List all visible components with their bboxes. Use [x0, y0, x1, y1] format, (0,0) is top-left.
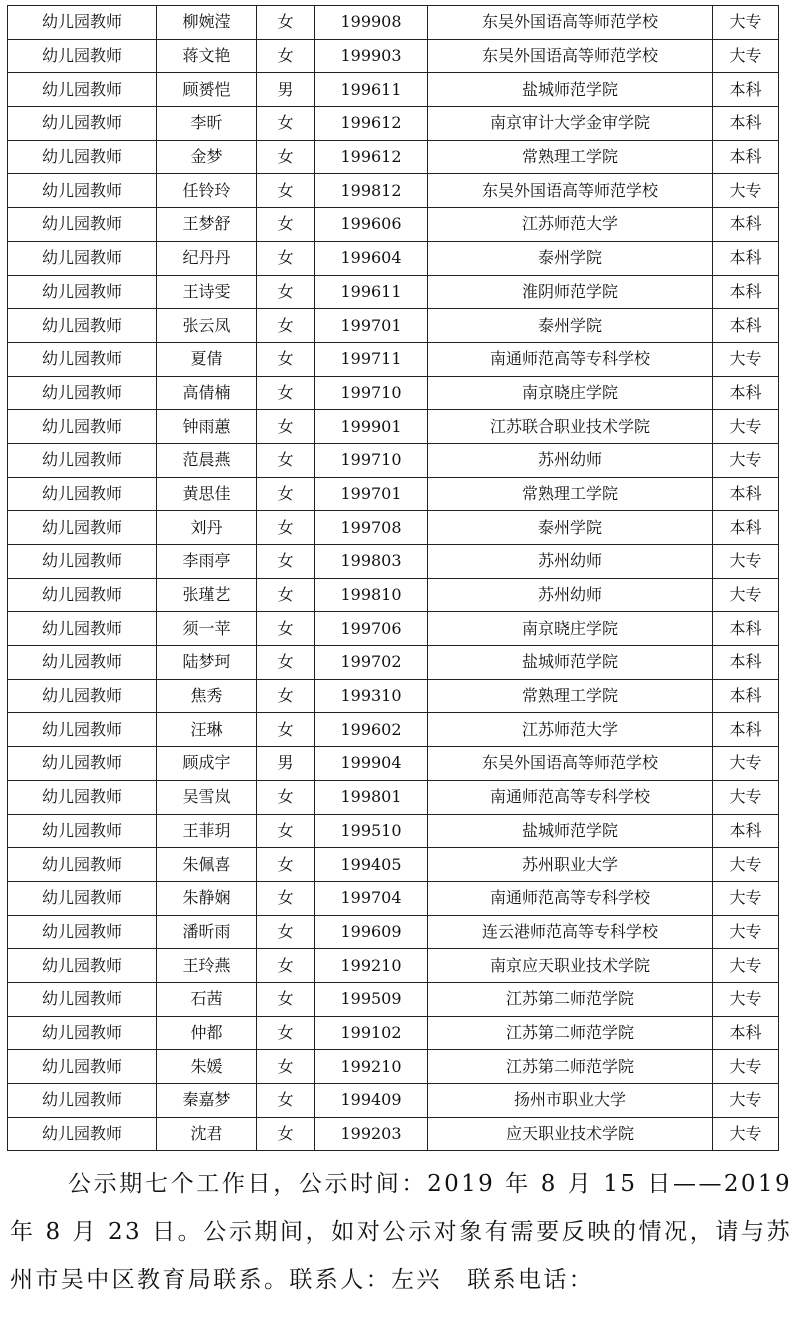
birth-date-cell: 199612	[315, 140, 428, 174]
school-cell: 泰州学院	[428, 309, 713, 343]
name-cell: 金梦	[157, 140, 257, 174]
gender-cell: 女	[257, 646, 315, 680]
education-cell: 本科	[713, 73, 779, 107]
position-cell: 幼儿园教师	[8, 679, 157, 713]
education-cell: 大专	[713, 39, 779, 73]
school-cell: 常熟理工学院	[428, 140, 713, 174]
birth-date-cell: 199509	[315, 982, 428, 1016]
gender-cell: 女	[257, 511, 315, 545]
gender-cell: 女	[257, 545, 315, 579]
education-cell: 大专	[713, 6, 779, 40]
table-row	[8, 881, 779, 915]
position-cell: 幼儿园教师	[8, 241, 157, 275]
name-cell: 石茜	[157, 982, 257, 1016]
education-cell: 大专	[713, 410, 779, 444]
name-cell: 顾赟恺	[157, 73, 257, 107]
birth-date-cell: 199710	[315, 376, 428, 410]
school-cell: 苏州职业大学	[428, 848, 713, 882]
gender-cell: 女	[257, 477, 315, 511]
birth-date-cell: 199611	[315, 73, 428, 107]
table-row	[8, 275, 779, 309]
name-cell: 汪琳	[157, 713, 257, 747]
name-cell: 蒋文艳	[157, 39, 257, 73]
table-row	[8, 443, 779, 477]
birth-date-cell: 199602	[315, 713, 428, 747]
gender-cell: 女	[257, 1117, 315, 1151]
position-cell: 幼儿园教师	[8, 713, 157, 747]
school-cell: 东吴外国语高等师范学校	[428, 747, 713, 781]
school-cell: 江苏师范大学	[428, 208, 713, 242]
school-cell: 江苏第二师范学院	[428, 982, 713, 1016]
school-cell: 江苏师范大学	[428, 713, 713, 747]
birth-date-cell: 199210	[315, 1050, 428, 1084]
school-cell: 江苏联合职业技术学院	[428, 410, 713, 444]
position-cell: 幼儿园教师	[8, 208, 157, 242]
position-cell: 幼儿园教师	[8, 511, 157, 545]
position-cell: 幼儿园教师	[8, 275, 157, 309]
education-cell: 大专	[713, 545, 779, 579]
gender-cell: 女	[257, 107, 315, 141]
birth-date-cell: 199701	[315, 309, 428, 343]
birth-date-cell: 199701	[315, 477, 428, 511]
gender-cell: 女	[257, 443, 315, 477]
school-cell: 东吴外国语高等师范学校	[428, 6, 713, 40]
education-cell: 大专	[713, 780, 779, 814]
name-cell: 李雨亭	[157, 545, 257, 579]
education-cell: 本科	[713, 646, 779, 680]
birth-date-cell: 199310	[315, 679, 428, 713]
position-cell: 幼儿园教师	[8, 780, 157, 814]
table-row	[8, 1084, 779, 1118]
position-cell: 幼儿园教师	[8, 410, 157, 444]
school-cell: 南京晓庄学院	[428, 612, 713, 646]
birth-date-cell: 199203	[315, 1117, 428, 1151]
name-cell: 吴雪岚	[157, 780, 257, 814]
school-cell: 常熟理工学院	[428, 477, 713, 511]
table-row	[8, 814, 779, 848]
school-cell: 江苏第二师范学院	[428, 1050, 713, 1084]
education-cell: 大专	[713, 1050, 779, 1084]
gender-cell: 女	[257, 1084, 315, 1118]
gender-cell: 女	[257, 39, 315, 73]
position-cell: 幼儿园教师	[8, 814, 157, 848]
name-cell: 黄思佳	[157, 477, 257, 511]
birth-date-cell: 199405	[315, 848, 428, 882]
name-cell: 张云凤	[157, 309, 257, 343]
education-cell: 大专	[713, 174, 779, 208]
birth-date-cell: 199904	[315, 747, 428, 781]
table-row	[8, 747, 779, 781]
table-row	[8, 780, 779, 814]
table-row	[8, 1016, 779, 1050]
position-cell: 幼儿园教师	[8, 1050, 157, 1084]
birth-date-cell: 199810	[315, 578, 428, 612]
birth-date-cell: 199510	[315, 814, 428, 848]
name-cell: 仲都	[157, 1016, 257, 1050]
education-cell: 大专	[713, 1084, 779, 1118]
school-cell: 连云港师范高等专科学校	[428, 915, 713, 949]
table-row	[8, 578, 779, 612]
name-cell: 夏倩	[157, 342, 257, 376]
school-cell: 扬州市职业大学	[428, 1084, 713, 1118]
birth-date-cell: 199210	[315, 949, 428, 983]
birth-date-cell: 199612	[315, 107, 428, 141]
position-cell: 幼儿园教师	[8, 646, 157, 680]
birth-date-cell: 199901	[315, 410, 428, 444]
education-cell: 大专	[713, 443, 779, 477]
education-cell: 本科	[713, 679, 779, 713]
birth-date-cell: 199604	[315, 241, 428, 275]
school-cell: 苏州幼师	[428, 545, 713, 579]
education-cell: 本科	[713, 814, 779, 848]
position-cell: 幼儿园教师	[8, 747, 157, 781]
name-cell: 范晨燕	[157, 443, 257, 477]
name-cell: 秦嘉梦	[157, 1084, 257, 1118]
school-cell: 苏州幼师	[428, 578, 713, 612]
name-cell: 朱静娴	[157, 881, 257, 915]
birth-date-cell: 199903	[315, 39, 428, 73]
table-row	[8, 1117, 779, 1151]
table-row	[8, 39, 779, 73]
birth-date-cell: 199711	[315, 342, 428, 376]
education-cell: 大专	[713, 342, 779, 376]
position-cell: 幼儿园教师	[8, 477, 157, 511]
school-cell: 盐城师范学院	[428, 814, 713, 848]
table-row	[8, 241, 779, 275]
education-cell: 大专	[713, 915, 779, 949]
gender-cell: 男	[257, 73, 315, 107]
position-cell: 幼儿园教师	[8, 443, 157, 477]
gender-cell: 女	[257, 679, 315, 713]
table-row	[8, 174, 779, 208]
education-cell: 本科	[713, 107, 779, 141]
school-cell: 东吴外国语高等师范学校	[428, 174, 713, 208]
school-cell: 淮阴师范学院	[428, 275, 713, 309]
education-cell: 本科	[713, 241, 779, 275]
position-cell: 幼儿园教师	[8, 1016, 157, 1050]
gender-cell: 女	[257, 174, 315, 208]
table-row	[8, 713, 779, 747]
position-cell: 幼儿园教师	[8, 848, 157, 882]
name-cell: 陆梦珂	[157, 646, 257, 680]
gender-cell: 女	[257, 881, 315, 915]
gender-cell: 女	[257, 376, 315, 410]
school-cell: 盐城师范学院	[428, 646, 713, 680]
name-cell: 潘昕雨	[157, 915, 257, 949]
table-row	[8, 646, 779, 680]
gender-cell: 女	[257, 140, 315, 174]
school-cell: 南京晓庄学院	[428, 376, 713, 410]
gender-cell: 女	[257, 275, 315, 309]
birth-date-cell: 199706	[315, 612, 428, 646]
table-row	[8, 511, 779, 545]
name-cell: 张瑾艺	[157, 578, 257, 612]
name-cell: 纪丹丹	[157, 241, 257, 275]
gender-cell: 女	[257, 208, 315, 242]
school-cell: 盐城师范学院	[428, 73, 713, 107]
candidate-table-body	[8, 6, 779, 1151]
position-cell: 幼儿园教师	[8, 1117, 157, 1151]
birth-date-cell: 199803	[315, 545, 428, 579]
name-cell: 王梦舒	[157, 208, 257, 242]
table-row	[8, 208, 779, 242]
education-cell: 大专	[713, 982, 779, 1016]
education-cell: 大专	[713, 578, 779, 612]
school-cell: 江苏第二师范学院	[428, 1016, 713, 1050]
position-cell: 幼儿园教师	[8, 140, 157, 174]
gender-cell: 女	[257, 780, 315, 814]
position-cell: 幼儿园教师	[8, 982, 157, 1016]
position-cell: 幼儿园教师	[8, 612, 157, 646]
position-cell: 幼儿园教师	[8, 107, 157, 141]
name-cell: 刘丹	[157, 511, 257, 545]
position-cell: 幼儿园教师	[8, 6, 157, 40]
education-cell: 本科	[713, 713, 779, 747]
education-cell: 大专	[713, 1117, 779, 1151]
birth-date-cell: 199710	[315, 443, 428, 477]
table-row	[8, 848, 779, 882]
education-cell: 本科	[713, 511, 779, 545]
table-row	[8, 949, 779, 983]
gender-cell: 女	[257, 612, 315, 646]
school-cell: 南通师范高等专科学校	[428, 881, 713, 915]
position-cell: 幼儿园教师	[8, 545, 157, 579]
school-cell: 南京应天职业技术学院	[428, 949, 713, 983]
table-row	[8, 477, 779, 511]
education-cell: 本科	[713, 208, 779, 242]
gender-cell: 女	[257, 1016, 315, 1050]
gender-cell: 女	[257, 410, 315, 444]
position-cell: 幼儿园教师	[8, 73, 157, 107]
name-cell: 王菲玥	[157, 814, 257, 848]
gender-cell: 男	[257, 747, 315, 781]
school-cell: 应天职业技术学院	[428, 1117, 713, 1151]
education-cell: 本科	[713, 376, 779, 410]
table-row	[8, 107, 779, 141]
birth-date-cell: 199409	[315, 1084, 428, 1118]
gender-cell: 女	[257, 309, 315, 343]
birth-date-cell: 199702	[315, 646, 428, 680]
name-cell: 须一苹	[157, 612, 257, 646]
name-cell: 朱媛	[157, 1050, 257, 1084]
table-row	[8, 309, 779, 343]
position-cell: 幼儿园教师	[8, 881, 157, 915]
position-cell: 幼儿园教师	[8, 174, 157, 208]
table-row	[8, 679, 779, 713]
table-row	[8, 612, 779, 646]
education-cell: 大专	[713, 848, 779, 882]
position-cell: 幼儿园教师	[8, 309, 157, 343]
notice-line-3: 与苏州市吴中区教育局联系。联系人：左兴 联系电话：	[10, 1219, 792, 1293]
position-cell: 幼儿园教师	[8, 915, 157, 949]
school-cell: 南通师范高等专科学校	[428, 780, 713, 814]
school-cell: 南通师范高等专科学校	[428, 342, 713, 376]
birth-date-cell: 199812	[315, 174, 428, 208]
position-cell: 幼儿园教师	[8, 1084, 157, 1118]
gender-cell: 女	[257, 949, 315, 983]
position-cell: 幼儿园教师	[8, 39, 157, 73]
education-cell: 大专	[713, 747, 779, 781]
table-row	[8, 545, 779, 579]
name-cell: 王诗雯	[157, 275, 257, 309]
education-cell: 本科	[713, 309, 779, 343]
position-cell: 幼儿园教师	[8, 376, 157, 410]
gender-cell: 女	[257, 241, 315, 275]
name-cell: 顾成宇	[157, 747, 257, 781]
education-cell: 本科	[713, 140, 779, 174]
gender-cell: 女	[257, 578, 315, 612]
birth-date-cell: 199609	[315, 915, 428, 949]
education-cell: 大专	[713, 881, 779, 915]
table-row	[8, 1050, 779, 1084]
name-cell: 李昕	[157, 107, 257, 141]
candidate-table	[7, 5, 779, 1151]
education-cell: 本科	[713, 612, 779, 646]
notice-line-1: 公示期七个工作日，公示时间：2019 年 8 月 15 日——2019	[68, 1171, 792, 1197]
school-cell: 南京审计大学金审学院	[428, 107, 713, 141]
position-cell: 幼儿园教师	[8, 342, 157, 376]
gender-cell: 女	[257, 342, 315, 376]
position-cell: 幼儿园教师	[8, 949, 157, 983]
table-row	[8, 982, 779, 1016]
notice-paragraph	[10, 1160, 792, 1304]
school-cell: 常熟理工学院	[428, 679, 713, 713]
name-cell: 高倩楠	[157, 376, 257, 410]
school-cell: 苏州幼师	[428, 443, 713, 477]
birth-date-cell: 199708	[315, 511, 428, 545]
notice-line-2: 年 8 月 23 日。公示期间，如对公示对象有需要反映的情况，请	[10, 1219, 741, 1245]
name-cell: 钟雨蕙	[157, 410, 257, 444]
table-row	[8, 6, 779, 40]
position-cell: 幼儿园教师	[8, 578, 157, 612]
school-cell: 东吴外国语高等师范学校	[428, 39, 713, 73]
gender-cell: 女	[257, 1050, 315, 1084]
table-row	[8, 410, 779, 444]
name-cell: 焦秀	[157, 679, 257, 713]
table-row	[8, 376, 779, 410]
table-row	[8, 73, 779, 107]
name-cell: 沈君	[157, 1117, 257, 1151]
table-row	[8, 915, 779, 949]
gender-cell: 女	[257, 814, 315, 848]
education-cell: 大专	[713, 949, 779, 983]
education-cell: 本科	[713, 477, 779, 511]
gender-cell: 女	[257, 915, 315, 949]
school-cell: 泰州学院	[428, 241, 713, 275]
education-cell: 本科	[713, 275, 779, 309]
birth-date-cell: 199102	[315, 1016, 428, 1050]
education-cell: 本科	[713, 1016, 779, 1050]
name-cell: 任铃玲	[157, 174, 257, 208]
gender-cell: 女	[257, 848, 315, 882]
birth-date-cell: 199908	[315, 6, 428, 40]
gender-cell: 女	[257, 713, 315, 747]
birth-date-cell: 199801	[315, 780, 428, 814]
gender-cell: 女	[257, 6, 315, 40]
gender-cell: 女	[257, 982, 315, 1016]
name-cell: 朱佩喜	[157, 848, 257, 882]
school-cell: 泰州学院	[428, 511, 713, 545]
table-row	[8, 342, 779, 376]
birth-date-cell: 199611	[315, 275, 428, 309]
table-row	[8, 140, 779, 174]
birth-date-cell: 199704	[315, 881, 428, 915]
name-cell: 王玲燕	[157, 949, 257, 983]
birth-date-cell: 199606	[315, 208, 428, 242]
name-cell: 柳婉滢	[157, 6, 257, 40]
